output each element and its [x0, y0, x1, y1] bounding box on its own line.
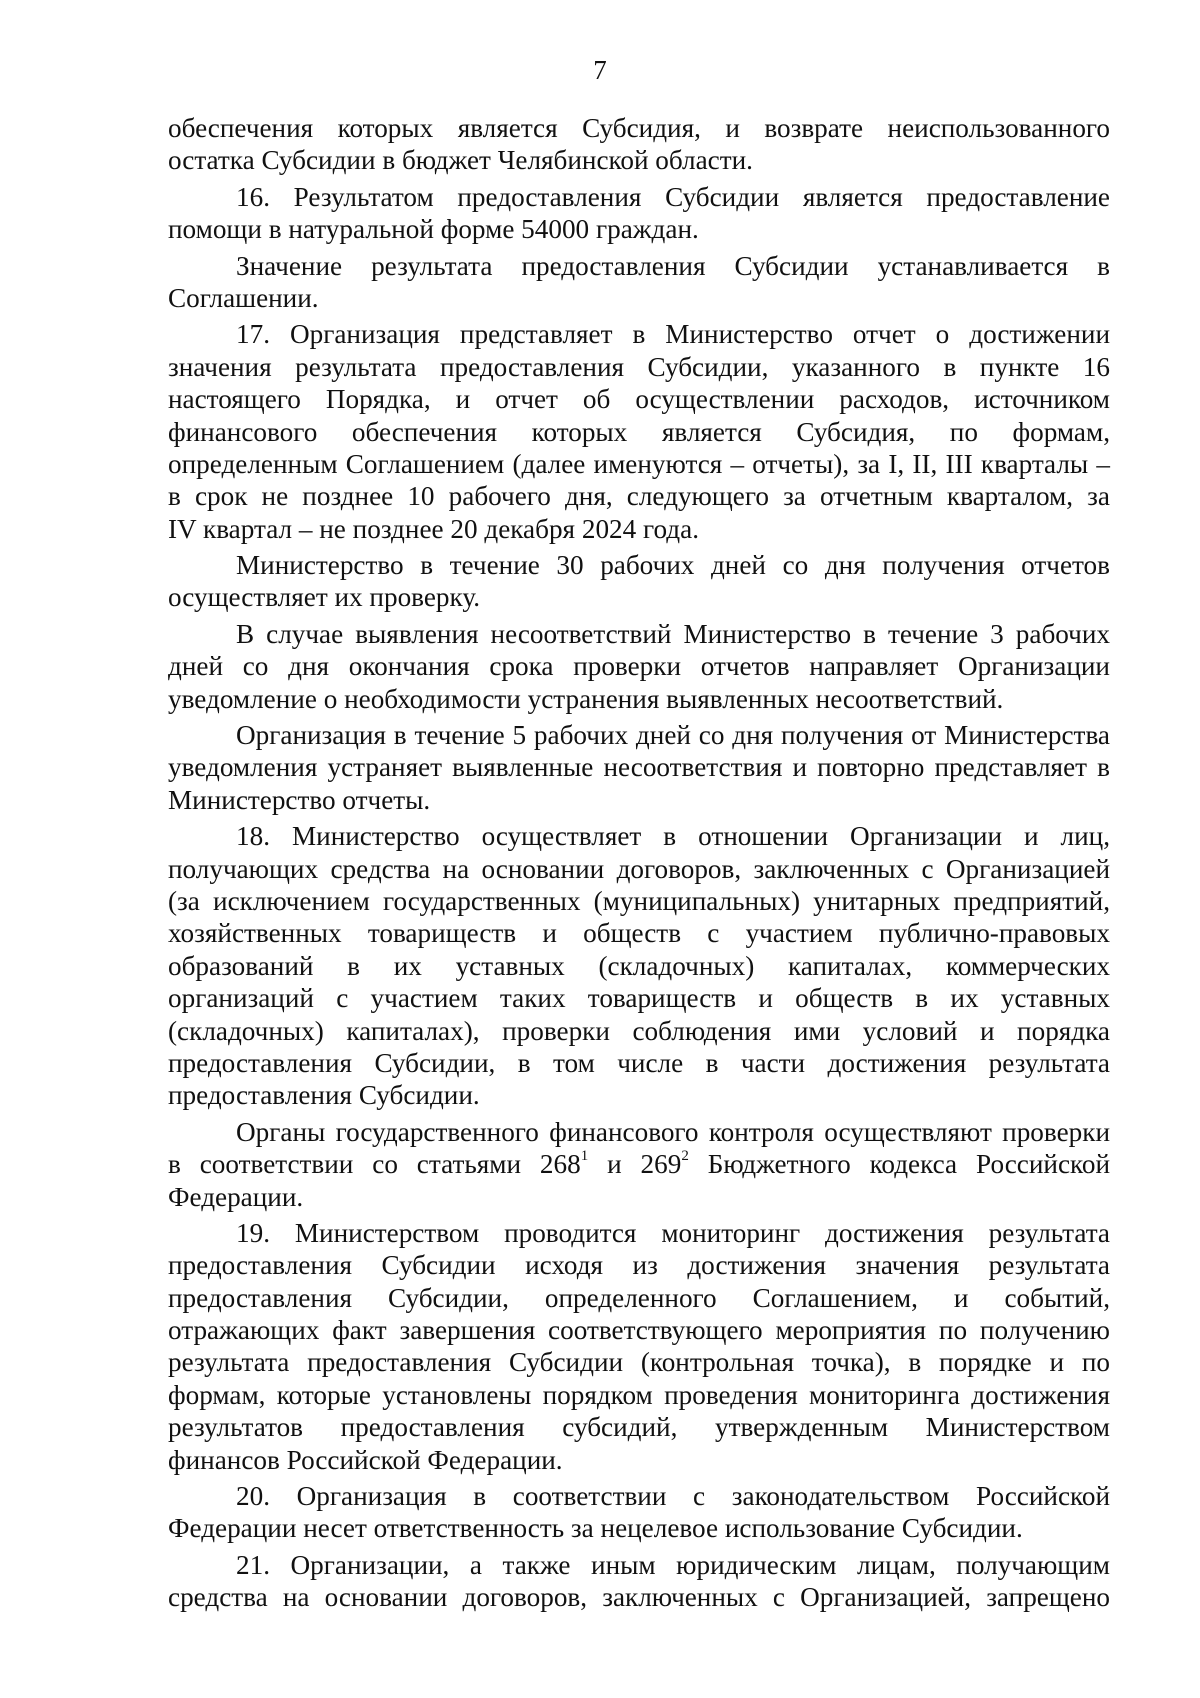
text-line: уведомления устраняет выявленные несоответствия и повторно представляет в	[168, 752, 1110, 783]
text-line: хозяйственных товариществ и обществ с участием публично-правовых	[168, 918, 1110, 949]
text-line: Министерство в течение 30 рабочих дней со дня получения отчетов	[236, 550, 1110, 581]
text-line: 16. Результатом предоставления Субсидии является предоставление	[236, 181, 1110, 212]
text-line: Соглашении.	[168, 282, 319, 313]
text-line: Значение результата предоставления Субсидии устанавливается в	[236, 250, 1110, 281]
text-line: обеспечения которых является Субсидия, и возврате неиспользованного	[168, 113, 1110, 143]
footnote-superscript: 1	[580, 1148, 589, 1165]
text-line: финансов Российской Федерации.	[168, 1444, 563, 1475]
text-line: 18. Министерство осуществляет в отношении Организации и лиц,	[236, 821, 1110, 852]
paragraph	[168, 181, 1110, 246]
text-line: предоставления Субсидии, определенного Соглашением, и событий,	[168, 1282, 1110, 1313]
text-line: (за исключением государственных (муниципальных) унитарных предприятий,	[168, 885, 1110, 916]
paragraph	[168, 618, 1110, 715]
text-line: организаций с участием таких товариществ и обществ в их уставных	[168, 983, 1110, 1014]
text-line: помощи в натуральной форме 54000 граждан.	[168, 214, 699, 245]
document-body	[168, 112, 1110, 1618]
paragraph	[168, 318, 1110, 545]
footnote-superscript: 2	[681, 1148, 689, 1165]
text-line: Федерации несет ответственность за нецелевое использование Субсидии.	[168, 1513, 1023, 1544]
paragraph	[168, 1480, 1110, 1545]
text-line: осуществляет их проверку.	[168, 582, 481, 613]
paragraph	[168, 1217, 1110, 1476]
text-line: отражающих факт завершения соответствующего мероприятия по получению	[168, 1315, 1110, 1346]
text-line	[168, 1148, 1110, 1180]
text-line: уведомление о необходимости устранения выявленных несоответствий.	[168, 683, 1004, 714]
text-line: в срок не позднее 10 рабочего дня, следующего за отчетным кварталом, за	[168, 481, 1110, 512]
paragraph	[168, 1549, 1110, 1614]
text-line: определенным Соглашением (далее именуются – отчеты), за I, II, III кварталы –	[168, 448, 1110, 479]
text-line: формам, которые установлены порядком проведения мониторинга достижения	[168, 1379, 1110, 1410]
text-line: Министерство отчеты.	[168, 784, 431, 815]
text-line: настоящего Порядка, и отчет об осуществлении расходов, источником	[168, 384, 1110, 415]
text-line: остатка Субсидии в бюджет Челябинской области.	[168, 145, 753, 176]
text-line: финансового обеспечения которых является Субсидия, по формам,	[168, 416, 1110, 447]
text-line: дней со дня окончания срока проверки отчетов направляет Организации	[168, 651, 1110, 682]
text-line: предоставления Субсидии, в том числе в части достижения результата	[168, 1047, 1110, 1078]
text-line: 19. Министерством проводится мониторинг достижения результата	[236, 1217, 1110, 1248]
paragraph	[168, 1116, 1110, 1213]
text-line: предоставления Субсидии.	[168, 1080, 480, 1111]
text-segment: Бюджетного кодекса Российской	[688, 1149, 1111, 1180]
text-line: результата предоставления Субсидии (контрольная точка), в порядке и по	[168, 1347, 1110, 1378]
text-line: средства на основании договоров, заключенных с Организацией, запрещено	[168, 1582, 1110, 1613]
text-line: предоставления Субсидии исходя из достижения значения результата	[168, 1250, 1110, 1281]
text-line: 17. Организация представляет в Министерство отчет о достижении	[236, 319, 1110, 350]
text-line: Федерации.	[168, 1181, 304, 1212]
paragraph	[168, 250, 1110, 315]
text-line: IV квартал – не позднее 20 декабря 2024 года.	[168, 513, 700, 544]
text-segment: в соответствии со статьями 268	[168, 1149, 581, 1180]
text-line: Органы государственного финансового контроля осуществляют проверки	[236, 1116, 1110, 1147]
paragraph	[168, 549, 1110, 614]
paragraph	[168, 719, 1110, 816]
text-line: 21. Организации, а также иным юридическим лицам, получающим	[236, 1549, 1110, 1580]
text-line: результатов предоставления субсидий, утвержденным Министерством	[168, 1412, 1110, 1443]
text-line: образований в их уставных (складочных) капиталах, коммерческих	[168, 950, 1110, 981]
text-line: получающих средства на основании договоров, заключенных с Организацией	[168, 853, 1110, 884]
page-number: 7	[593, 55, 607, 85]
text-line: Организация в течение 5 рабочих дней со дня получения от Министерства	[236, 720, 1110, 751]
text-segment: и 269	[588, 1149, 682, 1180]
text-line: значения результата предоставления Субсидии, указанного в пункте 16	[168, 351, 1110, 382]
text-line: (складочных) капиталах), проверки соблюдения ими условий и порядка	[168, 1015, 1110, 1046]
paragraph	[168, 112, 1110, 177]
paragraph	[168, 820, 1110, 1112]
text-line: 20. Организация в соответствии с законодательством Российской	[236, 1481, 1110, 1512]
text-line: В случае выявления несоответствий Министерство в течение 3 рабочих	[236, 618, 1110, 649]
